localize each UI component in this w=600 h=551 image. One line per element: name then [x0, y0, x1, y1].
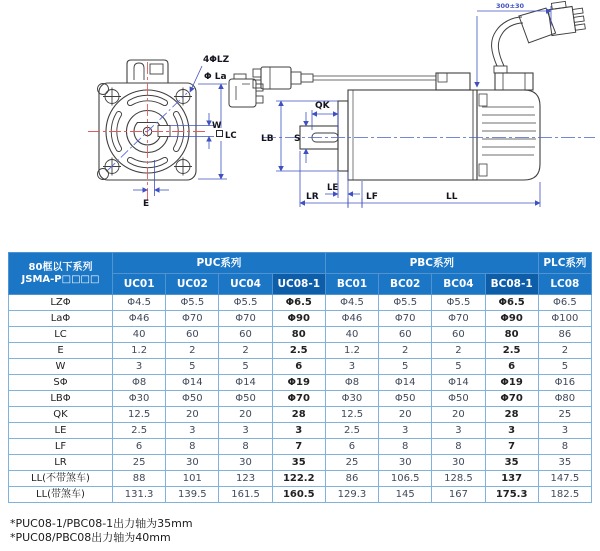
- row-label: LL(带煞车): [9, 487, 113, 503]
- table-cell: 8: [538, 439, 591, 455]
- table-cell: 35: [272, 455, 325, 471]
- table-cell: 8: [219, 439, 272, 455]
- table-row: [9, 327, 592, 343]
- table-cell: 2: [432, 343, 485, 359]
- table-cell: 129.3: [325, 487, 378, 503]
- table-cell: 30: [166, 455, 219, 471]
- table-cell: 12.5: [113, 407, 166, 423]
- table-cell: 28: [485, 407, 538, 423]
- model-column-header: BC02: [379, 274, 432, 295]
- table-row: [9, 471, 592, 487]
- footnotes: [10, 517, 193, 545]
- rear-clip: [479, 164, 487, 176]
- spec-table-wrapper: [8, 252, 592, 503]
- table-cell: 6: [485, 359, 538, 375]
- encoder-cable: [313, 76, 436, 80]
- table-cell: Φ8: [113, 375, 166, 391]
- table-row: [9, 343, 592, 359]
- table-cell: 2: [219, 343, 272, 359]
- model-column-header: UC08-1: [272, 274, 325, 295]
- table-row: [9, 375, 592, 391]
- table-cell: 7: [485, 439, 538, 455]
- label-lb: LB: [261, 134, 274, 144]
- label-s: S: [294, 134, 301, 144]
- table-row: [9, 439, 592, 455]
- table-cell: 3: [538, 423, 591, 439]
- table-cell: Φ70: [379, 311, 432, 327]
- model-column-header: LC08: [538, 274, 591, 295]
- table-row: [9, 295, 592, 311]
- table-cell: 175.3: [485, 487, 538, 503]
- corner-line2: JSMA-P□□□□: [21, 273, 100, 285]
- table-cell: 160.5: [272, 487, 325, 503]
- table-cell: Φ6.5: [538, 295, 591, 311]
- table-cell: 2.5: [485, 343, 538, 359]
- table-cell: 106.5: [379, 471, 432, 487]
- corner-header: [9, 253, 113, 295]
- row-label: E: [9, 343, 113, 359]
- table-cell: 182.5: [538, 487, 591, 503]
- label-qk: QK: [315, 101, 330, 111]
- table-cell: 5: [538, 359, 591, 375]
- table-cell: 60: [432, 327, 485, 343]
- row-label: LE: [9, 423, 113, 439]
- table-cell: 101: [166, 471, 219, 487]
- spec-table-body: [9, 295, 592, 503]
- table-cell: Φ100: [538, 311, 591, 327]
- table-cell: 1.2: [325, 343, 378, 359]
- table-cell: Φ50: [166, 391, 219, 407]
- table-cell: 6: [113, 439, 166, 455]
- table-cell: Φ4.5: [325, 295, 378, 311]
- table-row: [9, 359, 592, 375]
- table-cell: 8: [379, 439, 432, 455]
- table-cell: 6: [325, 439, 378, 455]
- table-cell: Φ30: [113, 391, 166, 407]
- label-lr: LR: [306, 192, 319, 202]
- label-e: E: [143, 199, 150, 209]
- model-column-header: BC04: [432, 274, 485, 295]
- table-cell: 25: [538, 407, 591, 423]
- table-cell: 60: [219, 327, 272, 343]
- table-cell: 1.2: [113, 343, 166, 359]
- table-row: [9, 407, 592, 423]
- table-cell: Φ80: [538, 391, 591, 407]
- row-label: W: [9, 359, 113, 375]
- table-cell: 128.5: [432, 471, 485, 487]
- mating-connector: [229, 74, 263, 107]
- row-label: LF: [9, 439, 113, 455]
- table-cell: 12.5: [325, 407, 378, 423]
- table-cell: 60: [166, 327, 219, 343]
- table-row: [9, 311, 592, 327]
- power-cable: [492, 17, 523, 66]
- table-cell: Φ14: [432, 375, 485, 391]
- table-cell: 3: [113, 359, 166, 375]
- side-view-labels: [261, 2, 525, 202]
- table-cell: 60: [379, 327, 432, 343]
- table-cell: 7: [272, 439, 325, 455]
- table-cell: 86: [538, 327, 591, 343]
- table-cell: 80: [272, 327, 325, 343]
- table-cell: Φ70: [485, 391, 538, 407]
- label-w: W: [212, 121, 222, 131]
- table-cell: Φ5.5: [432, 295, 485, 311]
- table-cell: 86: [325, 471, 378, 487]
- table-cell: 3: [219, 423, 272, 439]
- table-cell: 20: [432, 407, 485, 423]
- label-lc: LC: [225, 131, 237, 141]
- table-cell: 2.5: [113, 423, 166, 439]
- key-section: [158, 126, 170, 137]
- table-cell: 30: [379, 455, 432, 471]
- label-phila: Φ La: [204, 72, 227, 82]
- front-view: [88, 60, 207, 200]
- table-cell: Φ19: [272, 375, 325, 391]
- model-column-header: UC04: [219, 274, 272, 295]
- table-cell: 123: [219, 471, 272, 487]
- series-group-header: PBC系列: [325, 253, 538, 274]
- motor-body: [348, 90, 477, 180]
- table-cell: 145: [379, 487, 432, 503]
- table-cell: Φ46: [325, 311, 378, 327]
- table-cell: 5: [432, 359, 485, 375]
- table-cell: 3: [432, 423, 485, 439]
- table-cell: Φ50: [432, 391, 485, 407]
- table-cell: Φ4.5: [113, 295, 166, 311]
- table-cell: 2: [379, 343, 432, 359]
- row-label: LL(不带煞车): [9, 471, 113, 487]
- table-cell: Φ70: [166, 311, 219, 327]
- table-row: [9, 455, 592, 471]
- table-cell: 40: [113, 327, 166, 343]
- label-lf: LF: [366, 192, 378, 202]
- table-cell: Φ6.5: [272, 295, 325, 311]
- table-cell: 35: [538, 455, 591, 471]
- table-cell: Φ50: [379, 391, 432, 407]
- table-cell: Φ14: [219, 375, 272, 391]
- model-column-header: BC01: [325, 274, 378, 295]
- table-cell: 122.2: [272, 471, 325, 487]
- table-row: [9, 487, 592, 503]
- table-cell: 3: [272, 423, 325, 439]
- table-cell: Φ8: [325, 375, 378, 391]
- series-group-header: PUC系列: [113, 253, 326, 274]
- table-cell: 161.5: [219, 487, 272, 503]
- table-cell: 20: [166, 407, 219, 423]
- row-label: LZΦ: [9, 295, 113, 311]
- power-plug: [518, 0, 586, 44]
- table-cell: 8: [166, 439, 219, 455]
- model-column-header: BC08-1: [485, 274, 538, 295]
- table-cell: Φ5.5: [166, 295, 219, 311]
- table-cell: 167: [432, 487, 485, 503]
- table-cell: 3: [485, 423, 538, 439]
- table-cell: 131.3: [113, 487, 166, 503]
- table-cell: Φ90: [272, 311, 325, 327]
- row-label: LC: [9, 327, 113, 343]
- table-cell: 20: [379, 407, 432, 423]
- table-cell: 3: [325, 359, 378, 375]
- table-cell: 80: [485, 327, 538, 343]
- table-cell: 30: [432, 455, 485, 471]
- table-row: [9, 423, 592, 439]
- table-cell: 137: [485, 471, 538, 487]
- table-cell: 2.5: [272, 343, 325, 359]
- table-cell: 30: [219, 455, 272, 471]
- motor-dimension-drawing: [0, 0, 600, 250]
- series-group-header: PLC系列: [538, 253, 591, 274]
- table-cell: 8: [432, 439, 485, 455]
- table-cell: 35: [485, 455, 538, 471]
- table-cell: Φ46: [113, 311, 166, 327]
- table-cell: 2: [166, 343, 219, 359]
- table-cell: 88: [113, 471, 166, 487]
- row-label: QK: [9, 407, 113, 423]
- table-cell: Φ70: [219, 311, 272, 327]
- table-cell: Φ70: [272, 391, 325, 407]
- rear-clip: [479, 94, 487, 106]
- table-cell: Φ30: [325, 391, 378, 407]
- table-cell: 28: [272, 407, 325, 423]
- table-row: [9, 391, 592, 407]
- spec-table: [8, 252, 592, 503]
- row-label: SΦ: [9, 375, 113, 391]
- table-cell: 5: [166, 359, 219, 375]
- footnote-2: *PUC08/PBC08出力轴为40mm: [10, 531, 171, 544]
- table-cell: 2: [538, 343, 591, 359]
- label-4philz: 4ΦLZ: [203, 55, 230, 65]
- table-cell: 2.5: [325, 423, 378, 439]
- side-view: [253, 0, 595, 180]
- row-label: LBΦ: [9, 391, 113, 407]
- table-cell: 3: [166, 423, 219, 439]
- label-cable-length: 300±30: [496, 2, 525, 10]
- row-label: LR: [9, 455, 113, 471]
- table-cell: 40: [325, 327, 378, 343]
- table-cell: 3: [379, 423, 432, 439]
- table-cell: 6: [272, 359, 325, 375]
- table-cell: Φ19: [485, 375, 538, 391]
- table-cell: 20: [219, 407, 272, 423]
- table-cell: Φ5.5: [379, 295, 432, 311]
- table-cell: 147.5: [538, 471, 591, 487]
- label-ll: LL: [446, 192, 458, 202]
- table-cell: Φ6.5: [485, 295, 538, 311]
- label-le: LE: [327, 183, 339, 193]
- corner-line1: 80框以下系列: [28, 261, 93, 273]
- table-cell: Φ16: [538, 375, 591, 391]
- spec-table-head: [9, 253, 592, 295]
- footnote-1: *PUC08-1/PBC08-1出力轴为35mm: [10, 517, 193, 530]
- table-cell: 25: [325, 455, 378, 471]
- cooling-fins: [482, 107, 536, 155]
- table-cell: Φ14: [379, 375, 432, 391]
- table-cell: 25: [113, 455, 166, 471]
- table-cell: Φ5.5: [219, 295, 272, 311]
- rear-cap: [477, 90, 540, 180]
- table-cell: Φ14: [166, 375, 219, 391]
- table-cell: Φ50: [219, 391, 272, 407]
- table-cell: 5: [379, 359, 432, 375]
- table-cell: 139.5: [166, 487, 219, 503]
- table-cell: Φ70: [432, 311, 485, 327]
- table-cell: 5: [219, 359, 272, 375]
- model-column-header: UC01: [113, 274, 166, 295]
- terminal-boxes: [436, 66, 533, 90]
- table-cell: Φ90: [485, 311, 538, 327]
- row-label: LaΦ: [9, 311, 113, 327]
- model-column-header: UC02: [166, 274, 219, 295]
- flange-plate: [338, 101, 348, 171]
